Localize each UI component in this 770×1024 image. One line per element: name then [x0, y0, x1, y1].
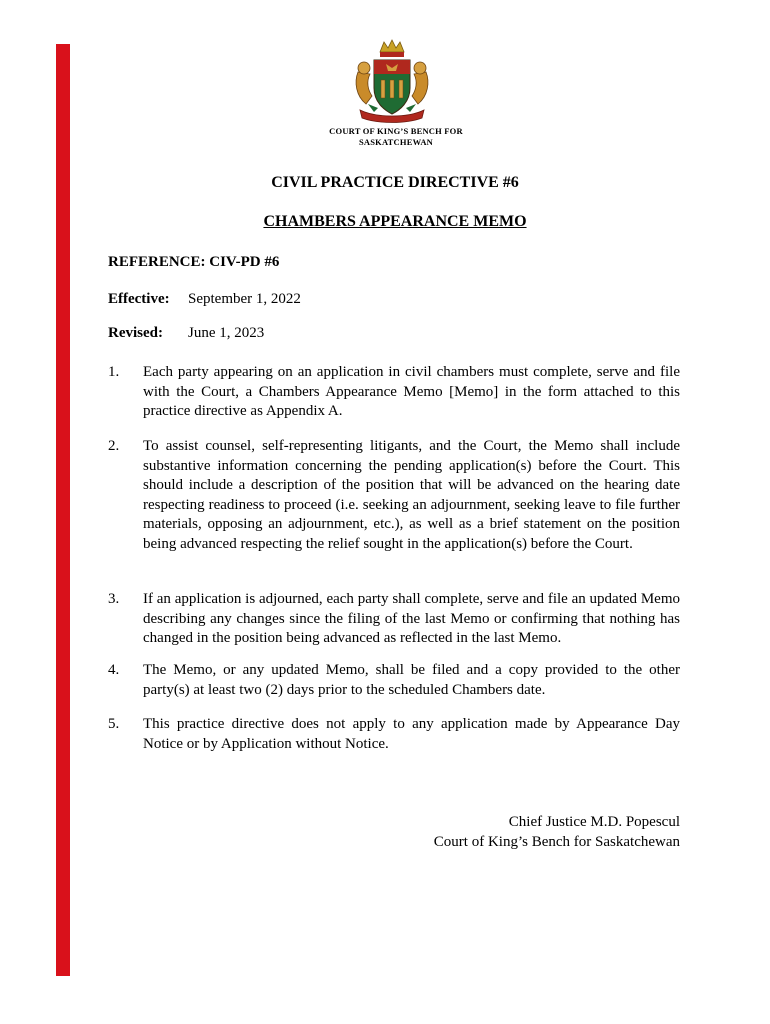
effective-row [108, 291, 301, 308]
signatory-court: Court of King’s Bench for Saskatchewan [433, 834, 680, 850]
effective-label: Effective: [108, 291, 170, 307]
court-name-line1: COURT OF KING’S BENCH FOR [329, 126, 463, 136]
paragraph-3 [108, 590, 680, 649]
paragraph-text: This practice directive does not apply to any application made by Appearance Day Notice or by Application without Notice. [143, 716, 680, 752]
signature-block [434, 812, 680, 852]
effective-date: September 1, 2022 [188, 291, 301, 307]
revised-row [108, 325, 264, 342]
paragraph-number: 2. [108, 438, 120, 454]
paragraph-number: 4. [108, 662, 120, 678]
document-title: CIVIL PRACTICE DIRECTIVE #6 [271, 174, 519, 191]
paragraph-text: If an application is adjourned, each party shall complete, serve and file an updated Memo describing any changes since the filing of the last Memo or confirming that nothing has changed in the position being advanced as reflected in the last Memo. [143, 591, 680, 647]
paragraph-number: 5. [108, 716, 120, 732]
document-subtitle: CHAMBERS APPEARANCE MEMO [263, 213, 527, 230]
paragraph-text: To assist counsel, self-representing litigants, and the Court, the Memo shall include substantive information concerning the pending application(s) before the Court. This should include a description of the position that will be advanced on the hearing date respecting readiness to proceed (i.e. seeking an adjournment, seeking leave to file further materials, opposing an adjournment, etc.), as well as a brief statement on the position being advanced respecting the relief sought in the application(s) before the Court. [143, 438, 680, 552]
signatory-name: Chief Justice M.D. Popescul [508, 814, 680, 830]
court-name [300, 126, 492, 148]
reference-line: REFERENCE: CIV-PD #6 [108, 254, 280, 270]
paragraph-number: 1. [108, 364, 120, 380]
paragraph-text: The Memo, or any updated Memo, shall be filed and a copy provided to the other party(s) at least two (2) days prior to the scheduled Chambers date. [143, 662, 680, 698]
revised-date: June 1, 2023 [188, 325, 265, 341]
court-name-line2: SASKATCHEWAN [358, 137, 434, 147]
paragraph-1 [108, 363, 680, 422]
paragraph-5 [108, 715, 680, 754]
paragraph-number: 3. [108, 591, 120, 607]
paragraph-4 [108, 661, 680, 700]
revised-label: Revised: [108, 325, 163, 341]
paragraph-2 [108, 437, 680, 555]
paragraph-text: Each party appearing on an application in civil chambers must complete, serve and file with the Court, a Chambers Appearance Memo [Memo] in the form attached to this practice directive as Appendix A. [143, 364, 680, 420]
coat-of-arms-icon [350, 38, 434, 126]
